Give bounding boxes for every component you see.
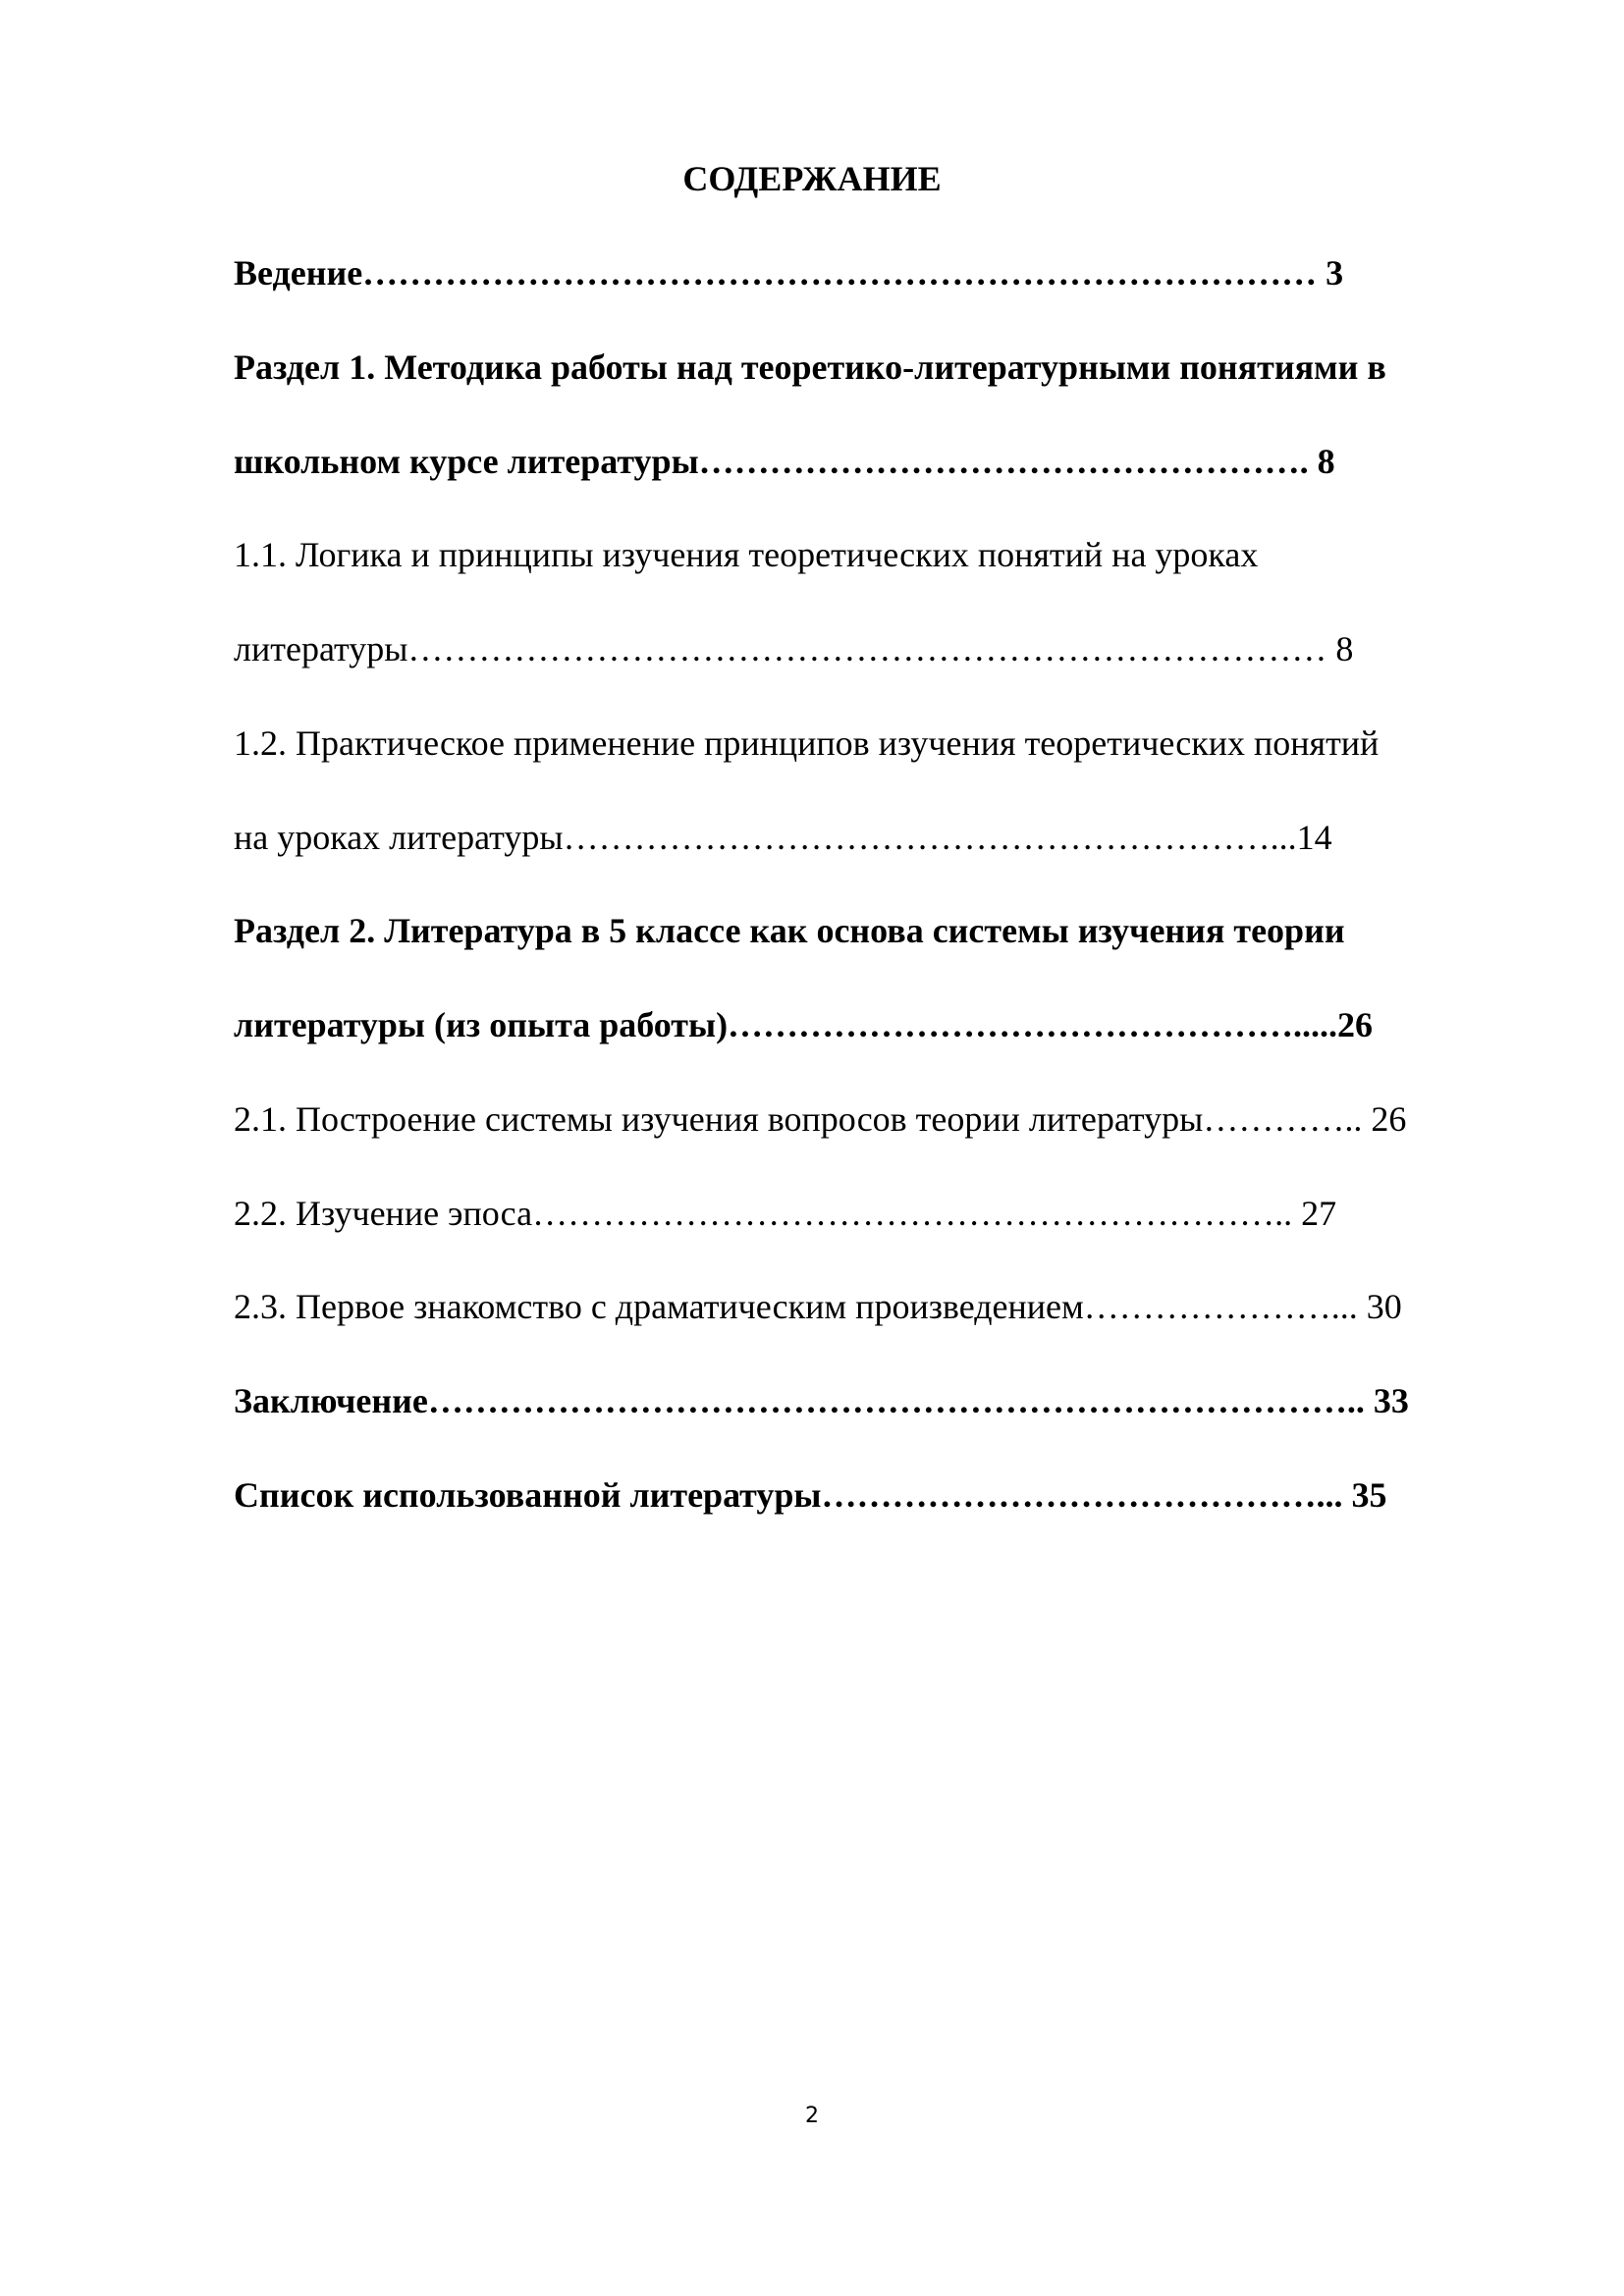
page-number: 2 (805, 2104, 819, 2128)
toc-entry-section-1-line-2: школьном курсе литературы……………………………………………. 8 (234, 442, 1335, 481)
toc-entry-bibliography: Список использованной литературы……………………………………... 35 (234, 1475, 1387, 1515)
toc-entry-1-2-line-1: 1.2. Практическое применение принципов изучения теоретических понятий (234, 723, 1380, 763)
toc-entry-1-2-line-2: на уроках литературы……………………………………………………...14 (234, 818, 1332, 857)
toc-entry-section-1-line-1: Раздел 1. Методика работы над теоретико-литературными понятиями в (234, 347, 1386, 387)
toc-heading: СОДЕРЖАНИЕ (682, 159, 942, 198)
toc-entry-2-2: 2.2. Изучение эпоса……………………………………………………….. 27 (234, 1194, 1337, 1233)
toc-entry-2-3: 2.3. Первое знакомство с драматическим произведением…………………... 30 (234, 1287, 1402, 1326)
toc-entry-conclusion: Заключение…………………………………………………………………….. 33 (234, 1381, 1409, 1420)
toc-entry-1-1-line-1: 1.1. Логика и принципы изучения теоретических понятий на уроках (234, 535, 1259, 574)
toc-entry-section-2-line-1: Раздел 2. Литература в 5 классе как основа системы изучения теории (234, 911, 1345, 950)
toc-entry-introduction: Ведение……………………………………………………………………… 3 (234, 253, 1344, 293)
toc-entry-section-2-line-2: литературы (из опыта работы)………………………………………….....26 (234, 1005, 1374, 1044)
toc-entry-1-1-line-2: литературы…………………………………………………………………… 8 (234, 629, 1354, 668)
toc-entry-2-1: 2.1. Построение системы изучения вопросов теории литературы………….. 26 (234, 1099, 1407, 1139)
